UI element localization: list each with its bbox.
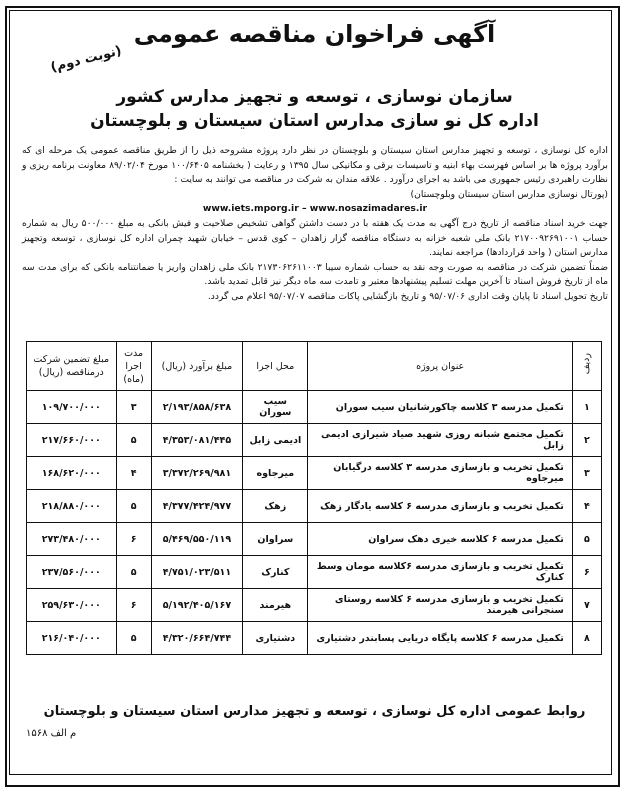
cell-amount: ۲/۱۹۳/۸۵۸/۶۳۸ (151, 391, 242, 424)
table-row (27, 523, 602, 556)
purchase-paragraph: جهت خرید اسناد مناقصه از تاریخ درج آگهی به مدت یک هفته با در دست داشتن گواهی تشخیص صلاحیت و فیش بانکی به مبلغ ۵۰۰/۰۰۰ ریال به شماره حساب ۲۱۷۰۰۹۲۶۹۱۰۰۱ بانک ملی شعبه خزانه به دستگاه مناقصه گزار زاهدان – کوی قدس – خیابان شهید چمران اداره کل نوسازی ، توسعه وتجهیز مدارس استان ( واحد قراردادها) مراجعه نمایند. (22, 217, 608, 259)
header-amount: مبلغ برآورد (ریال) (151, 342, 242, 391)
cell-radif: ۵ (572, 523, 601, 556)
cell-amount: ۴/۳۷۷/۴۲۴/۹۷۷ (151, 490, 242, 523)
cell-radif: ۲ (572, 424, 601, 457)
table-row (27, 589, 602, 622)
cell-radif: ۸ (572, 622, 601, 655)
header-location: محل اجرا (243, 342, 308, 391)
public-relations-signature: روابط عمومی اداره کل نوسازی ، توسعه و تجهیز مدارس استان سیستان و بلوچستان (43, 704, 586, 719)
cell-title: تکمیل تخریب و بازسازی مدرسه ۶ کلاسه روستای سنجرانی هیرمند (308, 589, 572, 622)
table-header-row (27, 342, 602, 391)
cell-guarantee: ۲۷۳/۴۸۰/۰۰۰ (27, 523, 117, 556)
intro-paragraph (22, 144, 608, 188)
organization-name: سازمان نوسازی ، توسعه و تجهیز مدارس کشور (116, 87, 513, 107)
cell-radif: ۷ (572, 589, 601, 622)
cell-guarantee: ۲۵۹/۶۳۰/۰۰۰ (27, 589, 117, 622)
cell-title: تکمیل مجتمع شبانه روزی شهید صیاد شیرازی ادیمی زابل (308, 424, 572, 457)
cell-duration: ۴ (116, 457, 151, 490)
cell-location: کنارک (243, 556, 308, 589)
notice-body (22, 144, 608, 305)
cell-title: تکمیل مدرسه ۶ کلاسه پایگاه دریایی پسابندر دشتیاری (308, 622, 572, 655)
cell-location: دشتیاری (243, 622, 308, 655)
cell-guarantee: ۲۱۷/۶۶۰/۰۰۰ (27, 424, 117, 457)
cell-amount: ۴/۷۵۱/۰۲۳/۵۱۱ (151, 556, 242, 589)
cell-duration: ۵ (116, 622, 151, 655)
header-radif: ردیف (572, 342, 601, 391)
round-label: (نوبت دوم) (49, 43, 124, 76)
header-title: عنوان پروژه (308, 342, 572, 391)
cell-location: ادیمی زابل (243, 424, 308, 457)
notice-title: آگهی فراخوان مناقصه عمومی (133, 20, 496, 48)
notice-code: م الف ۱۵۶۸ (26, 728, 77, 739)
table-row (27, 490, 602, 523)
cell-amount: ۵/۱۹۲/۴۰۵/۱۶۷ (151, 589, 242, 622)
cell-title: تکمیل مدرسه ۳ کلاسه چاکورشانیان سیب سوران (308, 391, 572, 424)
guarantee-paragraph: ضمناً تضمین شرکت در مناقصه به صورت وجه نقد به حساب شماره سیبا ۲۱۷۳۰۶۲۶۱۱۰۰۳ بانک ملی زاهدان واریز یا ضمانتنامه بانکی که برای مدت سه ماه از تاریخ فروش اسناد تا آخرین مهلت تسلیم پیشنهادها معتبر و تامدت سه ماه دیگر نیز قابل تمدید باشد. (22, 261, 608, 288)
deadline-paragraph: تاریخ تحویل اسناد تا پایان وقت اداری ۹۵/۰۷/۰۶ و تاریخ بازگشایی پاکات مناقصه ۹۵/۰۷/۰۷ اعلام می گردد. (207, 290, 608, 302)
cell-radif: ۶ (572, 556, 601, 589)
table-row (27, 556, 602, 589)
cell-location: سیب سوران (243, 391, 308, 424)
cell-radif: ۳ (572, 457, 601, 490)
table-row (27, 424, 602, 457)
table-row (27, 622, 602, 655)
cell-radif: ۴ (572, 490, 601, 523)
portal-line (22, 188, 608, 203)
cell-duration: ۵ (116, 424, 151, 457)
cell-guarantee: ۱۶۸/۶۲۰/۰۰۰ (27, 457, 117, 490)
intro-text: اداره کل نوسازی ، توسعه و تجهیز مدارس استان سیستان و بلوچستان در نظر دارد پروژه مشروحه ذیل را از طریق مناقصه عمومی یک مرحله ای که برآورد پروژه ها بر اساس فهرست بهاء ابنیه و تاسیسات برقی و مکانیکی سال ۱۳۹۵ و رعایت ( بخشنامه ۱۰۰/۶۴۰۵ مورخ ۸۹/۰۲/۰۴ معاونت برنامه ریزی و نظارت راهبردی رئیس جمهوری می باشد به اجرای درآورد . علاقه مندان به شرکت در مناقصه می توانند به سایت : (22, 145, 608, 186)
table-row (27, 391, 602, 424)
cell-location: میرجاوه (243, 457, 308, 490)
cell-guarantee: ۲۳۷/۵۶۰/۰۰۰ (27, 556, 117, 589)
cell-duration: ۶ (116, 523, 151, 556)
cell-duration: ۵ (116, 490, 151, 523)
cell-duration: ۳ (116, 391, 151, 424)
portal-label: (پورتال نوسازی مدارس استان سیستان وبلوچستان) (410, 188, 608, 200)
cell-amount: ۵/۴۶۹/۵۵۰/۱۱۹ (151, 523, 242, 556)
cell-title: تکمیل تخریب و بازسازی مدرسه ۶ کلاسه یادگار زهک (308, 490, 572, 523)
cell-guarantee: ۲۱۸/۸۸۰/۰۰۰ (27, 490, 117, 523)
website-urls[interactable]: www.iets.mporg.ir – www.nosazimadares.ir (202, 203, 428, 215)
cell-amount: ۳/۳۷۲/۲۶۹/۹۸۱ (151, 457, 242, 490)
header-duration: مدت اجرا (ماه) (116, 342, 151, 391)
department-name: اداره کل نو سازی مدارس استان سیستان و بلوچستان (90, 111, 539, 131)
cell-title: تکمیل مدرسه ۶ کلاسه خیری دهک سراوان (308, 523, 572, 556)
cell-duration: ۶ (116, 589, 151, 622)
cell-location: سراوان (243, 523, 308, 556)
cell-duration: ۵ (116, 556, 151, 589)
cell-location: هیرمند (243, 589, 308, 622)
cell-amount: ۴/۳۵۳/۰۸۱/۴۴۵ (151, 424, 242, 457)
cell-title: تکمیل تخریب و بازسازی مدرسه ۳ کلاسه درگیابان میرجاوه (308, 457, 572, 490)
cell-amount: ۴/۳۲۰/۶۶۴/۷۴۴ (151, 622, 242, 655)
table-row (27, 457, 602, 490)
cell-radif: ۱ (572, 391, 601, 424)
header-guarantee: مبلغ تضمین شرکت درمناقصه (ریال) (27, 342, 117, 391)
projects-table (26, 341, 602, 655)
cell-guarantee: ۲۱۶/۰۴۰/۰۰۰ (27, 622, 117, 655)
cell-guarantee: ۱۰۹/۷۰۰/۰۰۰ (27, 391, 117, 424)
cell-title: تکمیل تخریب و بازسازی مدرسه ۶کلاسه مومان وسط کنارک (308, 556, 572, 589)
cell-location: زهک (243, 490, 308, 523)
